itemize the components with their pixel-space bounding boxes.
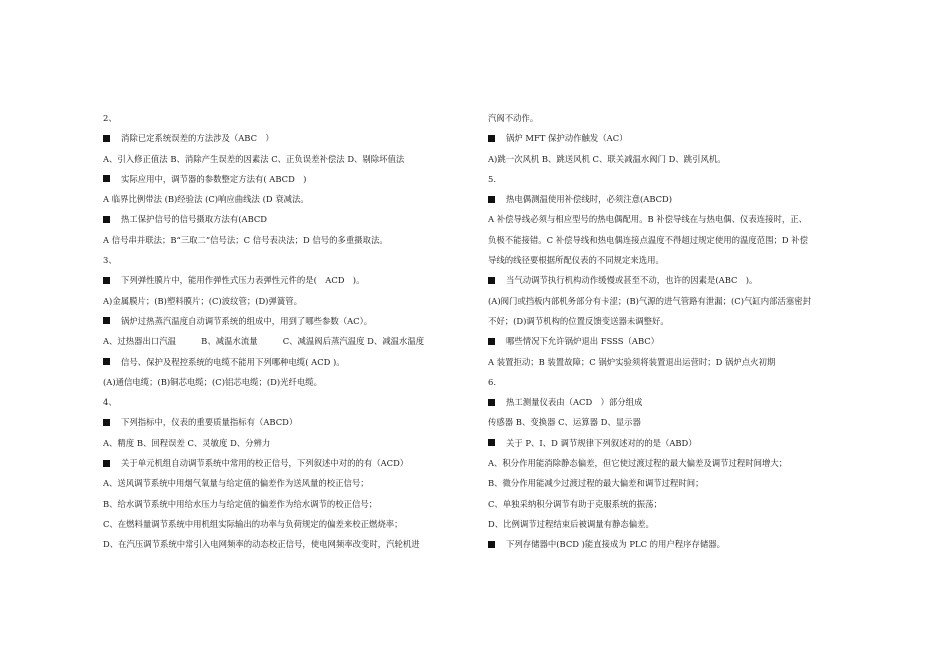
line-text: 关于 P、I、D 调节规律下列叙述对的的是（ABD） [506,437,697,448]
line-text: 锅炉 MFT 保护动作触发（AC） [506,133,628,144]
square-bullet-icon [488,439,495,446]
question-line [103,169,475,189]
line-text: A、精度 B、回程误差 C、灵敏度 D、分辨力 [103,437,271,448]
answer-line [488,209,860,229]
line-text: A、引入修正值法 B、消除产生误差的因素法 C、正负误差补偿法 D、剔除坏值法 [103,153,405,164]
line-text: 消除已定系统误差的方法涉及（ABC ） [121,133,274,144]
question-line [488,270,860,290]
square-bullet-icon [488,338,495,345]
question-line [488,128,860,148]
square-bullet-icon [488,277,495,284]
left-column [103,108,475,555]
square-bullet-icon [103,277,110,284]
answer-line [103,534,475,554]
answer-line [488,473,860,493]
line-text: 汽阀不动作。 [488,113,539,123]
question-line [488,189,860,209]
line-text: 4、 [103,397,117,408]
line-text: C、在燃料量调节系统中用机组实际输出的功率与负荷规定的偏差来校正燃烧率； [103,518,403,529]
answer-line [488,311,860,331]
line-text: 热电偶测温使用补偿线时，必须注意(ABCD) [506,194,673,205]
line-text: (A)阀门或挡板内部机务部分有卡涩；(B)气源的进气管路有泄漏；(C)气缸内部活塞密封 [488,295,811,306]
answer-line [103,189,475,209]
answer-line [488,291,860,311]
square-bullet-icon [488,135,495,142]
line-text: B、给水调节系统中用给水压力与给定值的偏差作为给水调节的校正信号； [103,498,378,509]
line-text: 不好；(D)调节机构的位置反馈变送器未调整好。 [488,315,669,326]
square-bullet-icon [103,216,110,223]
square-bullet-icon [103,135,110,142]
line-text: 实际应用中，调节器的参数整定方法有( ABCD ) [121,173,307,184]
line-text: A 补偿导线必须与相应型号的热电偶配用。B 补偿导线在与热电偶、仪表连接时，正、 [488,214,808,225]
answer-line [103,149,475,169]
square-bullet-icon [103,460,110,467]
line-text: A、过热器出口汽温 B、减温水流量 C、减温阀后蒸汽温度 D、减温水温度 [103,336,425,347]
line-text: 负极不能接错。C 补偿导线和热电偶连接点温度不得超过规定使用的温度范围；D 补偿 [488,234,808,245]
line-text: A 装置拒动；B 装置故障；C 锅炉实验须将装置退出运营时；D 锅炉点火初期 [488,356,776,367]
question-line [103,412,475,432]
section-number [103,392,475,412]
answer-line [103,230,475,250]
section-number [103,108,475,128]
question-line [103,270,475,290]
line-text: 锅炉过热蒸汽温度自动调节系统的组成中，用到了哪些参数（AC）。 [121,315,373,326]
question-line [488,392,860,412]
square-bullet-icon [103,419,110,426]
section-number [103,250,475,270]
right-column [488,108,860,555]
answer-line [103,331,475,351]
line-text: 5. [488,173,496,184]
answer-line [488,494,860,514]
line-text: C、单独采纳积分调节有助于克服系统的振荡； [488,498,662,509]
answer-line [103,433,475,453]
question-line [488,433,860,453]
square-bullet-icon [103,175,110,182]
square-bullet-icon [488,196,495,203]
question-line [103,128,475,148]
line-text: 信号、保护及程控系统的电缆不能用下列哪种电缆( ACD )。 [121,356,345,367]
question-line [488,534,860,554]
line-text: 哪些情况下允许锅炉退出 FSSS（ABC） [506,336,660,347]
answer-line [488,412,860,432]
square-bullet-icon [103,317,110,324]
line-text: A 信号串并联法；B“三取二”信号法；C 信号表决法；D 信号的多重摄取法。 [103,234,388,245]
line-text: 关于单元机组自动调节系统中常用的校正信号，下列叙述中对的的有（ACD） [121,458,409,469]
answer-line [103,291,475,311]
line-text: 当气动调节执行机构动作缓慢或甚至不动，也许的因素是(ABC )。 [506,275,758,286]
line-text: D、比例调节过程结束后被调量有静态偏差。 [488,518,654,529]
line-text: 热工保护信号的信号摄取方法有(ABCD [121,214,267,225]
question-line [488,331,860,351]
line-text: 下列存储器中(BCD )能直接成为 PLC 的用户程序存储器。 [506,539,726,550]
line-text: 导线的线径要根据所配仪表的不同规定来选用。 [488,255,664,266]
square-bullet-icon [488,399,495,406]
line-text: 3、 [103,255,117,266]
answer-line [103,473,475,493]
square-bullet-icon [103,358,110,365]
line-text: B、微分作用能减少过渡过程的最大偏差和调节过程时间； [488,478,704,489]
line-text: 下列弹性膜片中，能用作弹性式压力表弹性元件的是( ACD )。 [121,275,365,286]
line-text: A、积分作用能消除静态偏差，但它使过渡过程的最大偏差及调节过程时间增大； [488,458,788,469]
section-number [488,372,860,392]
line-text: 6. [488,376,496,387]
line-text: D、在汽压调节系统中常引入电网频率的动态校正信号，使电网频率改变时，汽轮机进 [103,539,420,550]
line-text: A、送风调节系统中用烟气氧量与给定值的偏差作为送风量的校正信号； [103,478,369,489]
answer-line [103,372,475,392]
answer-line [488,352,860,372]
line-text: 下列指标中，仪表的重要质量指标有（ABCD） [121,417,298,428]
answer-line [488,453,860,473]
line-text: 传感器 B、变换器 C、运算器 D、显示器 [488,417,641,428]
line-text: (A)通信电缆；(B)铜芯电缆；(C)铝芯电缆；(D)光纤电缆。 [103,376,322,387]
question-line [103,453,475,473]
line-text: 2、 [103,113,117,123]
section-number [488,169,860,189]
square-bullet-icon [488,541,495,548]
answer-line [103,514,475,534]
line-text: A)金属膜片；(B)塑料膜片；(C)波纹管；(D)弹簧管。 [103,295,302,306]
line-text: A 临界比例带法 (B)经验法 (C)响应曲线法 (D 衰减法。 [103,194,309,205]
question-line [103,311,475,331]
line-text: A)跳一次风机 B、跳送风机 C、联关减温水阀门 D、跳引风机。 [488,153,726,164]
answer-line [488,108,860,128]
answer-line [488,250,860,270]
question-line [103,352,475,372]
question-line [103,209,475,229]
answer-line [488,230,860,250]
answer-line [488,149,860,169]
line-text: 热工测量仪表由（ACD ）部分组成 [506,397,643,408]
answer-line [488,514,860,534]
answer-line [103,494,475,514]
